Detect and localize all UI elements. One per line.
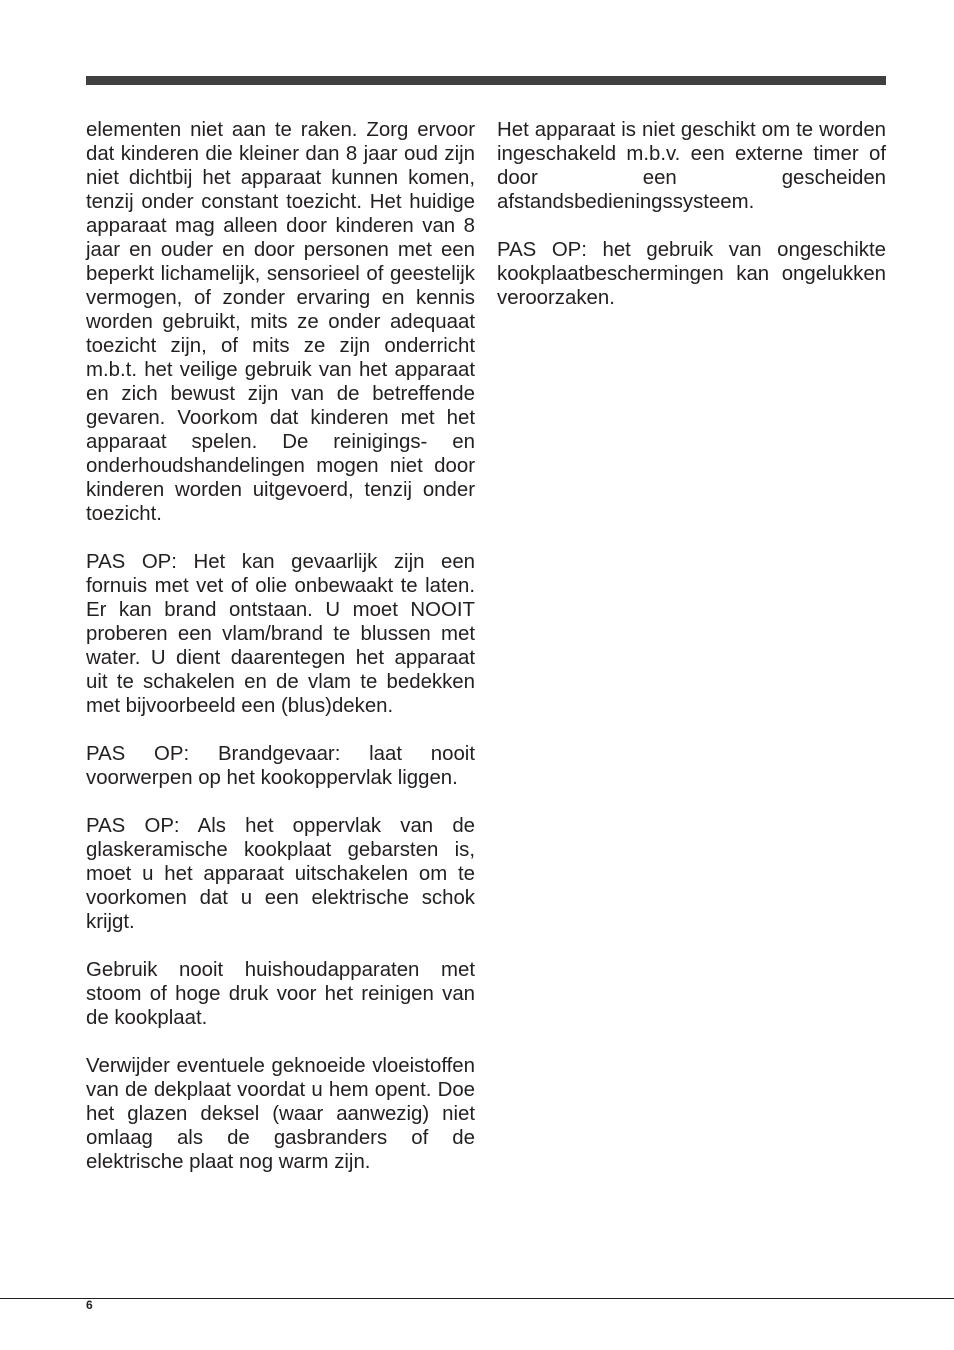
paragraph-cracked-surface-warning: PAS OP: Als het oppervlak van de glaskeramische kookplaat gebarsten is, moet u het apparaat uitschakelen om te voorkomen dat u een elektrische schok krijgt.	[86, 815, 475, 933]
right-column	[497, 118, 886, 334]
paragraph-glass-lid: Verwijder eventuele geknoeide vloeistoffen van de dekplaat voordat u hem opent. Doe het glazen deksel (waar aanwezig) niet omlaag als de gasbranders of de elektrische plaat nog warm zijn.	[86, 1055, 475, 1173]
paragraph-grease-fire-warning: PAS OP: Het kan gevaarlijk zijn een fornuis met vet of olie onbewaakt te laten. Er kan brand ontstaan. U moet NOOIT proberen een vlam/brand te blussen met water. U dient daarentegen het apparaat uit te schakelen en de vlam te bedekken met bijvoorbeeld een (blus)deken.	[86, 551, 475, 717]
paragraph-external-timer: Het apparaat is niet geschikt om te worden ingeschakeld m.b.v. een externe timer of door een gescheiden afstandsbedieningssysteem.	[497, 119, 886, 213]
paragraph-hob-guards-warning: PAS OP: het gebruik van ongeschikte kookplaatbeschermingen kan ongelukken veroorzaken.	[497, 239, 886, 309]
footer-rule	[0, 1298, 954, 1299]
page-number: 6	[86, 1298, 93, 1312]
left-column	[86, 118, 475, 1198]
paragraph-child-safety: elementen niet aan te raken. Zorg ervoor dat kinderen die kleiner dan 8 jaar oud zijn niet dichtbij het apparaat kunnen komen, tenzij onder constant toezicht. Het huidige apparaat mag alleen door kinderen van 8 jaar en ouder en door personen met een beperkt lichamelijk, sensorieel of geestelijk vermogen, of zonder ervaring en kennis worden gebruikt, mits ze onder adequaat toezicht zijn, of mits ze zijn onderricht m.b.t. het veilige gebruik van het apparaat en zich bewust zijn van de betreffende gevaren. Voorkom dat kinderen met het apparaat spelen. De reinigings- en onderhoudshandelingen mogen niet door kinderen worden uitgevoerd, tenzij onder toezicht.	[86, 119, 475, 525]
header-rule	[86, 76, 886, 85]
paragraph-steam-cleaning: Gebruik nooit huishoudapparaten met stoom of hoge druk voor het reinigen van de kookplaat.	[86, 959, 475, 1029]
paragraph-fire-hazard-warning: PAS OP: Brandgevaar: laat nooit voorwerpen op het kookoppervlak liggen.	[86, 743, 475, 789]
